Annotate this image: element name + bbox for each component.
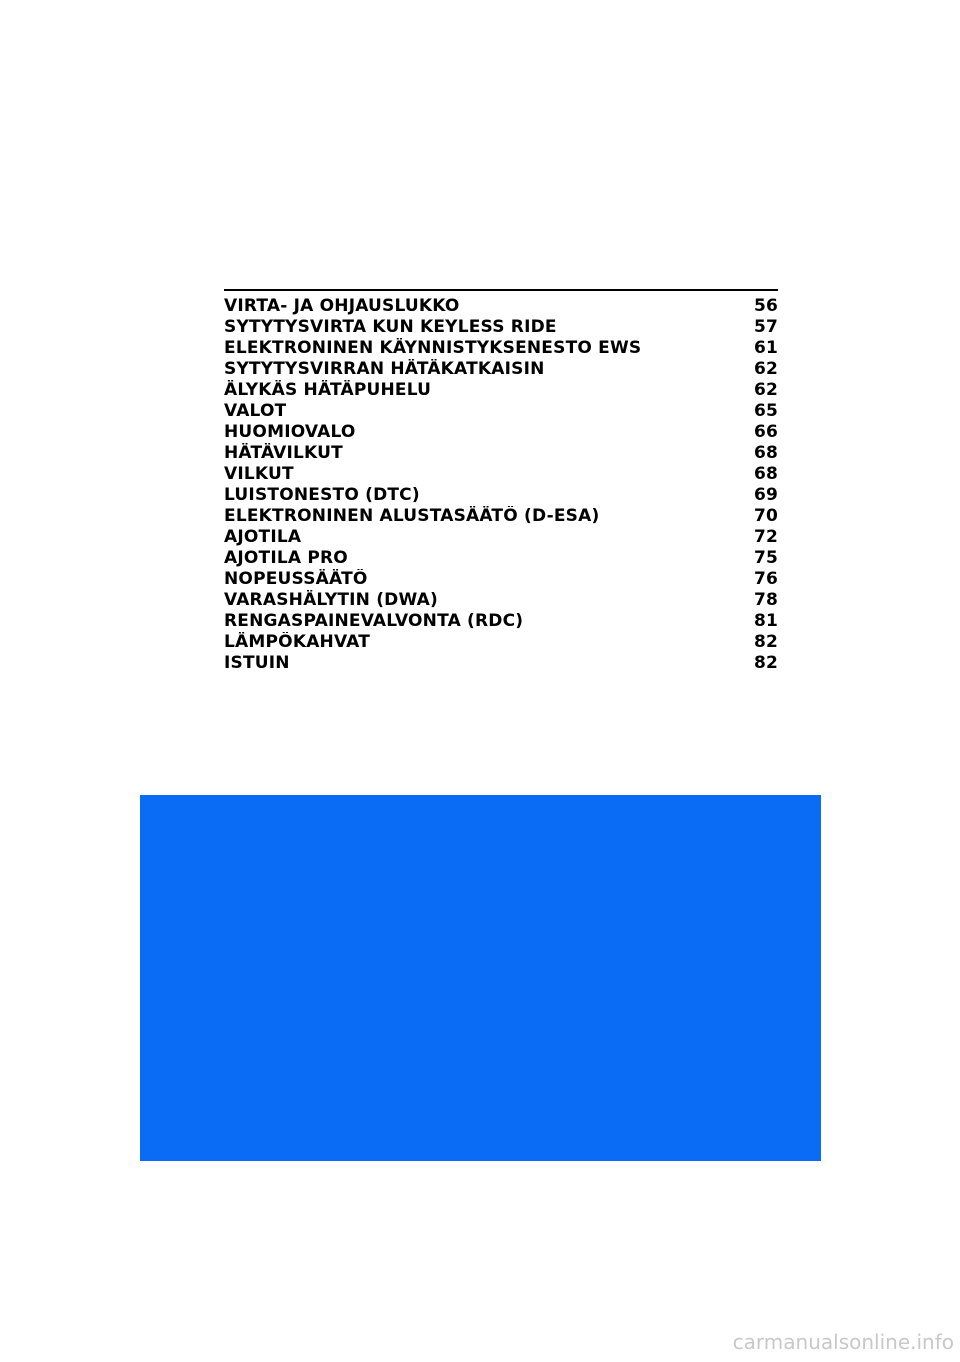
toc-title: HUOMIOVALO [224,421,356,442]
toc-title: AJOTILA PRO [224,547,348,568]
toc-page-number: 70 [753,505,778,526]
toc-row[interactable] [224,316,778,337]
toc-title: SYTYTYSVIRRAN HÄTÄKATKAISIN [224,358,545,379]
toc-row[interactable] [224,652,778,673]
toc-row[interactable] [224,505,778,526]
toc-page-number: 61 [753,337,778,358]
toc-row[interactable] [224,400,778,421]
toc-page-number: 81 [753,610,778,631]
toc-page-number: 82 [753,652,778,673]
toc-row[interactable] [224,295,778,316]
toc-page-number: 76 [753,568,778,589]
toc-row[interactable] [224,442,778,463]
toc-title: NOPEUSSÄÄTÖ [224,568,368,589]
toc-page-number: 62 [753,379,778,400]
toc-title: VALOT [224,400,287,421]
toc-title: AJOTILA [224,526,302,547]
toc-title: LUISTONESTO (DTC) [224,484,420,505]
toc-title: VIRTA- JA OHJAUSLUKKO [224,295,460,316]
toc-page-number: 68 [753,463,778,484]
toc-row[interactable] [224,463,778,484]
toc-page-number: 62 [753,358,778,379]
toc-title: ELEKTRONINEN ALUSTASÄÄTÖ (D-ESA) [224,505,600,526]
toc-page-number: 72 [753,526,778,547]
toc-page-number: 82 [753,631,778,652]
toc-row[interactable] [224,421,778,442]
toc-title: HÄTÄVILKUT [224,442,343,463]
toc-title: SYTYTYSVIRTA KUN KEYLESS RIDE [224,316,557,337]
toc-page-number: 68 [753,442,778,463]
toc-row[interactable] [224,568,778,589]
toc-title: ELEKTRONINEN KÄYNNISTYKSENESTO EWS [224,337,642,358]
toc-title: VARASHÄLYTIN (DWA) [224,589,438,610]
toc-row[interactable] [224,337,778,358]
toc-title: ÄLYKÄS HÄTÄPUHELU [224,379,432,400]
toc-row[interactable] [224,589,778,610]
toc-row[interactable] [224,526,778,547]
toc-page-number: 57 [753,316,778,337]
toc-row[interactable] [224,631,778,652]
toc-row[interactable] [224,358,778,379]
toc-row[interactable] [224,610,778,631]
table-of-contents [224,289,778,673]
toc-page-number: 75 [753,547,778,568]
toc-page-number: 69 [753,484,778,505]
toc-row[interactable] [224,547,778,568]
toc-page-number: 66 [753,421,778,442]
blue-image-panel [140,795,821,1161]
toc-row[interactable] [224,379,778,400]
toc-title: ISTUIN [224,652,290,673]
toc-page-number: 56 [753,295,778,316]
toc-row[interactable] [224,484,778,505]
toc-title: LÄMPÖKAHVAT [224,631,371,652]
watermark-text: carmanualsonline.info [732,1330,954,1354]
toc-page-number: 78 [753,589,778,610]
toc-title: RENGASPAINEVALVONTA (RDC) [224,610,524,631]
toc-title: VILKUT [224,463,294,484]
toc-page-number: 65 [753,400,778,421]
